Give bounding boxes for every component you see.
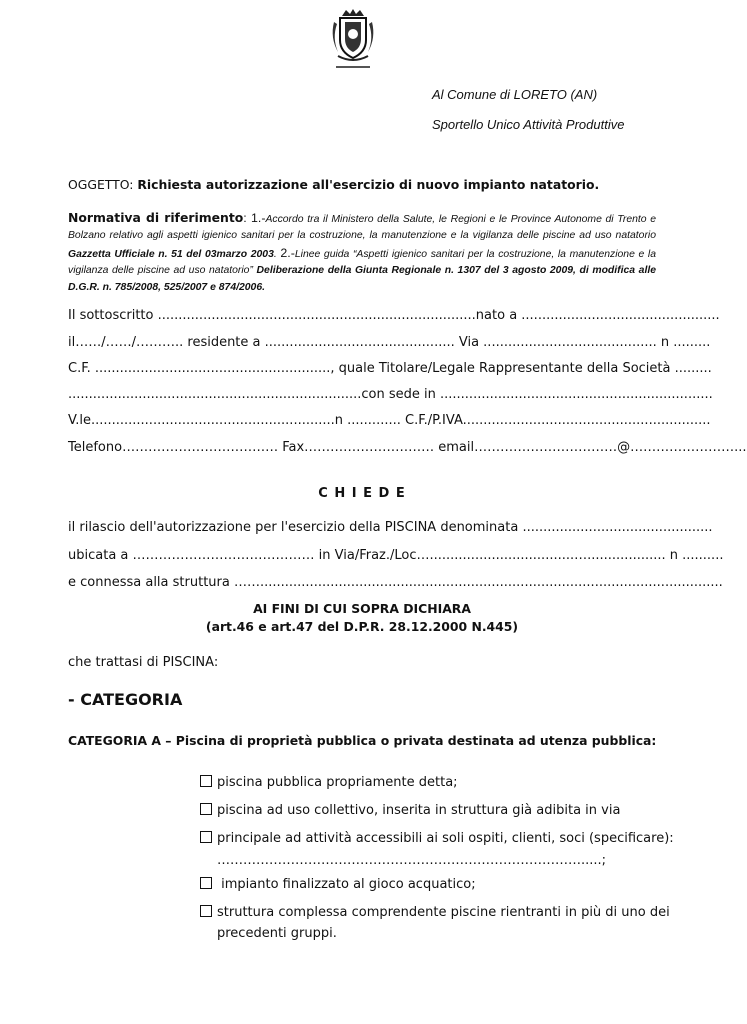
- normativa-lead: Normativa di riferimento: [68, 210, 244, 225]
- categoria-heading: - CATEGORIA: [68, 690, 183, 709]
- option-guests-pool-label: principale ad attività accessibili ai soli ospiti, clienti, soci (specificare):: [217, 831, 674, 846]
- option-guests-pool[interactable]: [200, 831, 674, 846]
- option-public-pool-label: piscina pubblica propriamente detta;: [217, 775, 458, 790]
- recipient-line-1: Al Comune di LORETO (AN): [432, 87, 598, 102]
- chiede-heading: C H I E D E: [318, 486, 406, 501]
- recipient-line-2: Sportello Unico Attività Produttive: [432, 117, 625, 132]
- option-collective-pool-label: piscina ad uso collettivo, inserita in struttura già adibita in via: [217, 803, 621, 818]
- categoria-a-title: CATEGORIA A – Piscina di proprietà pubblica o privata destinata ad utenza pubblica:: [68, 733, 657, 748]
- normativa-text-1: Accordo tra il Ministero della Salute, le Regioni e le Province Autonome di Trento e Bolzano relativo agli aspetti igienico sanitari per la costruzione, la manutenzione e la vigilanza delle piscine ad uso natatorio: [68, 214, 657, 242]
- applicant-cf-line[interactable]: C.F. ........................................................., quale Titolare/Legale Rappresentante della Società .........: [68, 361, 712, 376]
- normativa-num-2: 2.-: [280, 245, 295, 260]
- checkbox-complex-structure[interactable]: [200, 905, 212, 917]
- pool-structure-line[interactable]: e connessa alla struttura ……................................................................................................................: [68, 575, 723, 590]
- normativa-ref-1: Gazzetta Ufficiale n. 51 del 03marzo 2003: [68, 248, 274, 260]
- option-complex-structure-cont: precedenti gruppi.: [217, 926, 337, 941]
- applicant-residence-line[interactable]: il……/……/……….. residente a .............................................. Via .......................................... n .........: [68, 335, 711, 350]
- option-collective-pool[interactable]: [200, 803, 620, 818]
- checkbox-collective-pool[interactable]: [200, 803, 212, 815]
- option-complex-structure[interactable]: [200, 905, 670, 920]
- applicant-name-line[interactable]: Il sottoscritto .............................................................................nato a ................................................: [68, 308, 720, 323]
- normativa-ref-2: Deliberazione della Giunta Regionale n. 1307 del 3 agosto 2009, di modifica alle D.G.R. n. 785/2008, 525/2007 e 874/2006.: [68, 265, 656, 293]
- municipal-crest: [328, 8, 378, 74]
- option-water-play[interactable]: [200, 877, 476, 892]
- checkbox-water-play[interactable]: [200, 877, 212, 889]
- normativa-colon: :: [243, 211, 251, 225]
- company-seat-line[interactable]: .......................................................................con sede in ..................................................................: [68, 387, 713, 402]
- option-complex-structure-label: struttura complessa comprendente piscine rientranti in più di uno dei: [217, 905, 670, 920]
- subject-label: OGGETTO:: [68, 177, 138, 192]
- declaration-line-2: (art.46 e art.47 del D.P.R. 28.12.2000 N.445): [205, 619, 519, 634]
- normativa-text-2: Linee guida “Aspetti igienico sanitari per la costruzione, la manutenzione e la vigilanza delle piscine ad uso natatorio”: [68, 248, 656, 277]
- pool-type-intro: che trattasi di PISCINA:: [68, 655, 219, 670]
- normativa-sep: .: [273, 248, 281, 260]
- pool-location-line[interactable]: ubicata a …………………………………… in Via/Fraz./Loc…...................................…................... n ..........: [68, 548, 724, 563]
- normativa-paragraph: [68, 210, 656, 296]
- subject-text: Richiesta autorizzazione all'esercizio di nuovo impianto natatorio.: [137, 177, 600, 192]
- pool-name-line[interactable]: il rilascio dell'autorizzazione per l'esercizio della PISCINA denominata ..............................................: [68, 520, 713, 535]
- contact-line[interactable]: Telefono……………………………… Fax………………………… email……………………………@……………………...: [68, 440, 747, 455]
- option-guests-specify-line[interactable]: ………………………………………………………………………….....;: [217, 853, 607, 868]
- company-address-line[interactable]: V.le...........................................................n ............. C.F./P.IVA............................................................: [68, 413, 711, 428]
- option-water-play-label: impianto finalizzato al gioco acquatico;: [217, 877, 476, 892]
- checkbox-guests-pool[interactable]: [200, 831, 212, 843]
- checkbox-public-pool[interactable]: [200, 775, 212, 787]
- subject: [68, 177, 599, 192]
- declaration-line-1: AI FINI DI CUI SOPRA DICHIARA: [253, 601, 471, 616]
- normativa-num-1: 1.-: [250, 211, 266, 225]
- option-public-pool[interactable]: [200, 775, 458, 790]
